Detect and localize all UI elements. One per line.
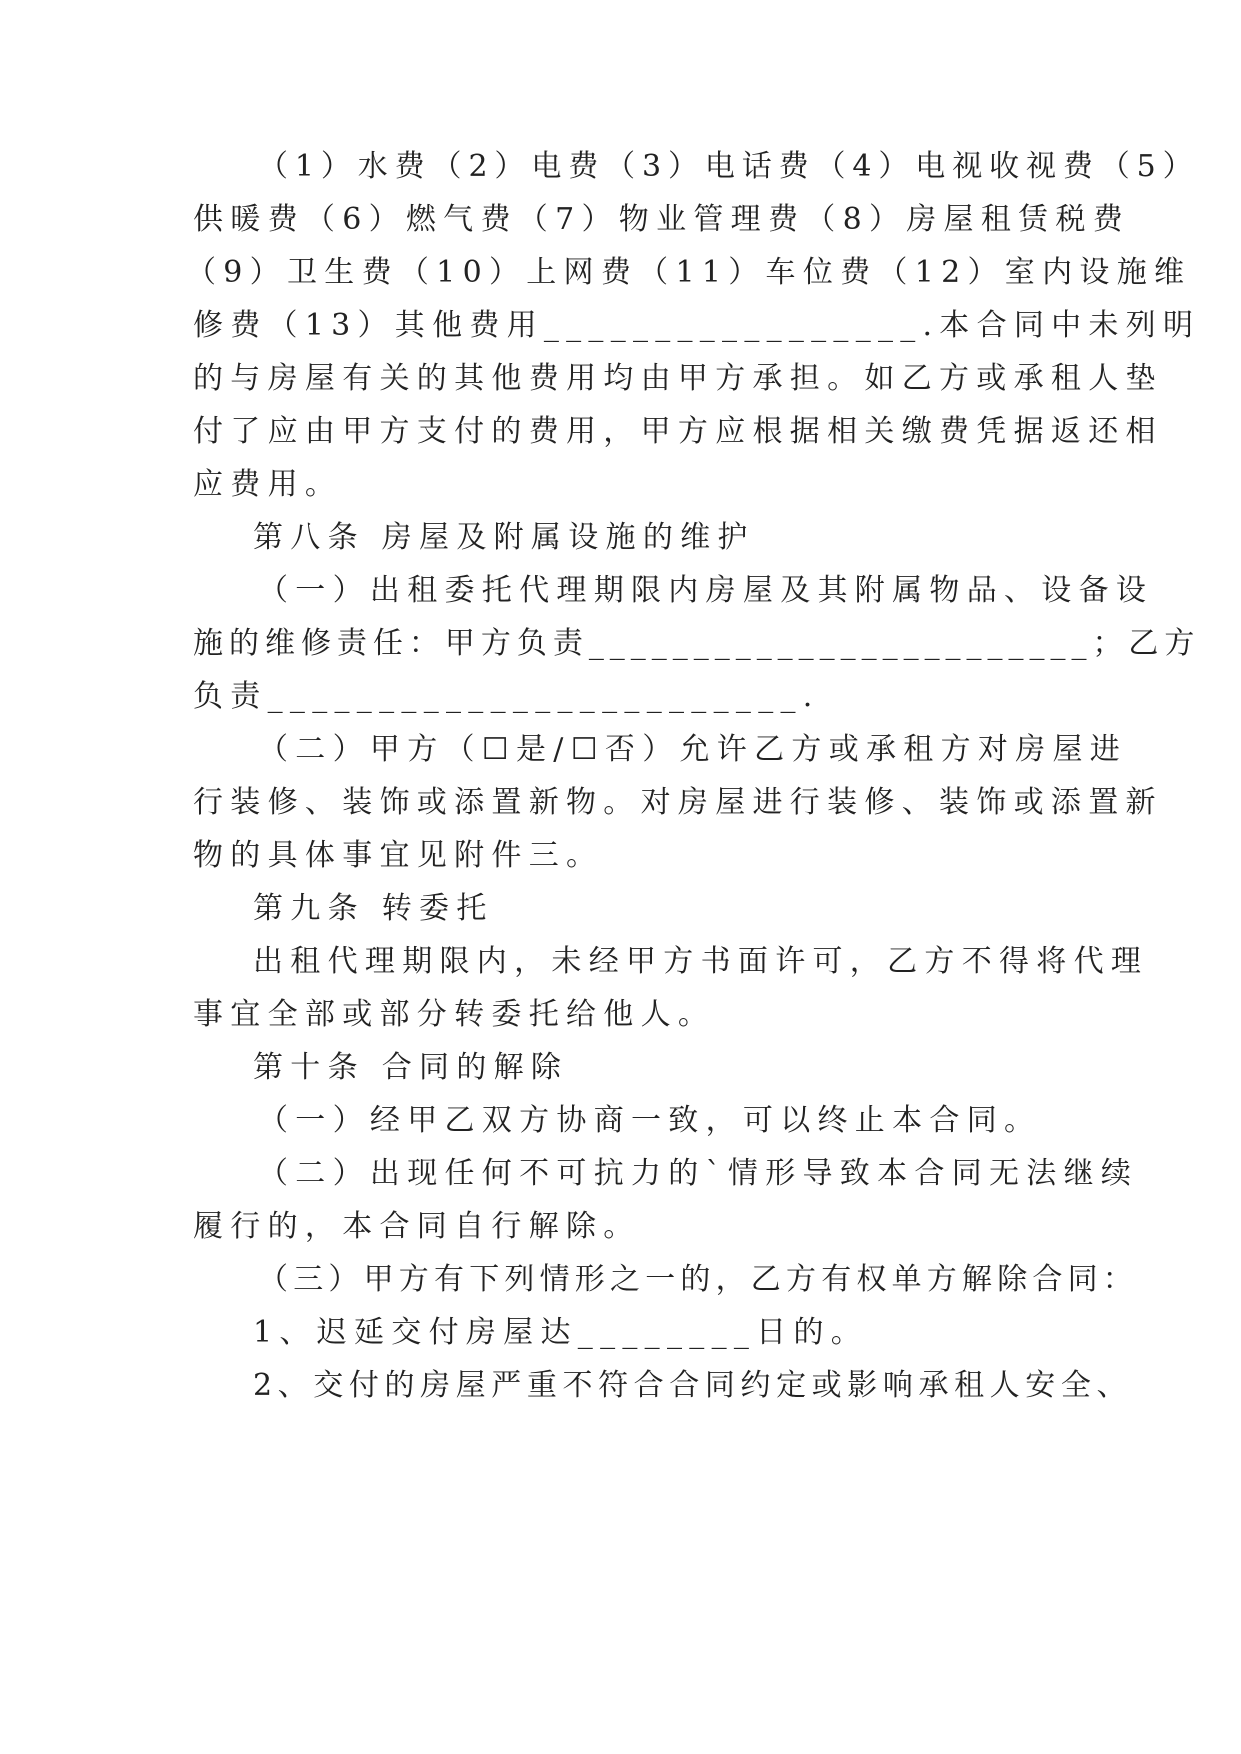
text-line: 履行的，本合同自行解除。: [193, 1209, 641, 1244]
section-heading: 第十条 合同的解除: [253, 1050, 569, 1085]
text-line: （一）经甲乙双方协商一致，可以终止本合同。: [258, 1103, 1042, 1138]
text-line: （9）卫生费（10）上网费（11）车位费（12）室内设施维: [186, 255, 1192, 290]
text-line: 出租代理期限内，未经甲方书面许可，乙方不得将代理: [253, 944, 1149, 979]
text-line: 事宜全部或部分转委托给他人。: [193, 997, 716, 1032]
text-line: 负责________________________.: [193, 679, 820, 714]
text-line: （二）出现任何不可抗力的`情形导致本合同无法继续: [258, 1156, 1139, 1191]
text-line: （三）甲方有下列情形之一的，乙方有权单方解除合同：: [258, 1262, 1138, 1297]
text-line: 修费（13）其他费用_________________.本合同中未列明: [193, 308, 1201, 343]
text-line: 1、迟延交付房屋达________日的。: [253, 1315, 869, 1350]
text-line: 供暖费（6）燃气费（7）物业管理费（8）房屋租赁税费: [193, 202, 1131, 237]
section-heading: 第九条 转委托: [253, 891, 494, 926]
text-line: 付了应由甲方支付的费用，甲方应根据相关缴费凭据返还相: [193, 414, 1163, 449]
text-line: （一）出租委托代理期限内房屋及其附属物品、设备设: [258, 573, 1154, 608]
text-line: 物的具体事宜见附件三。: [193, 838, 604, 873]
text-line: 行装修、装饰或添置新物。对房屋进行装修、装饰或添置新: [193, 785, 1163, 820]
text-line: 施的维修责任：甲方负责________________________；乙方: [193, 626, 1201, 661]
text-line: 应费用。: [193, 467, 343, 502]
text-line: （二）甲方（☐是/☐否）允许乙方或承租方对房屋进: [258, 732, 1128, 767]
text-line: （1）水费（2）电费（3）电话费（4）电视收视费（5）: [258, 149, 1200, 184]
text-line: 2、交付的房屋严重不符合合同约定或影响承租人安全、: [253, 1368, 1133, 1403]
section-heading: 第八条 房屋及附属设施的维护: [253, 520, 755, 555]
text-line: 的与房屋有关的其他费用均由甲方承担。如乙方或承租人垫: [193, 361, 1163, 396]
